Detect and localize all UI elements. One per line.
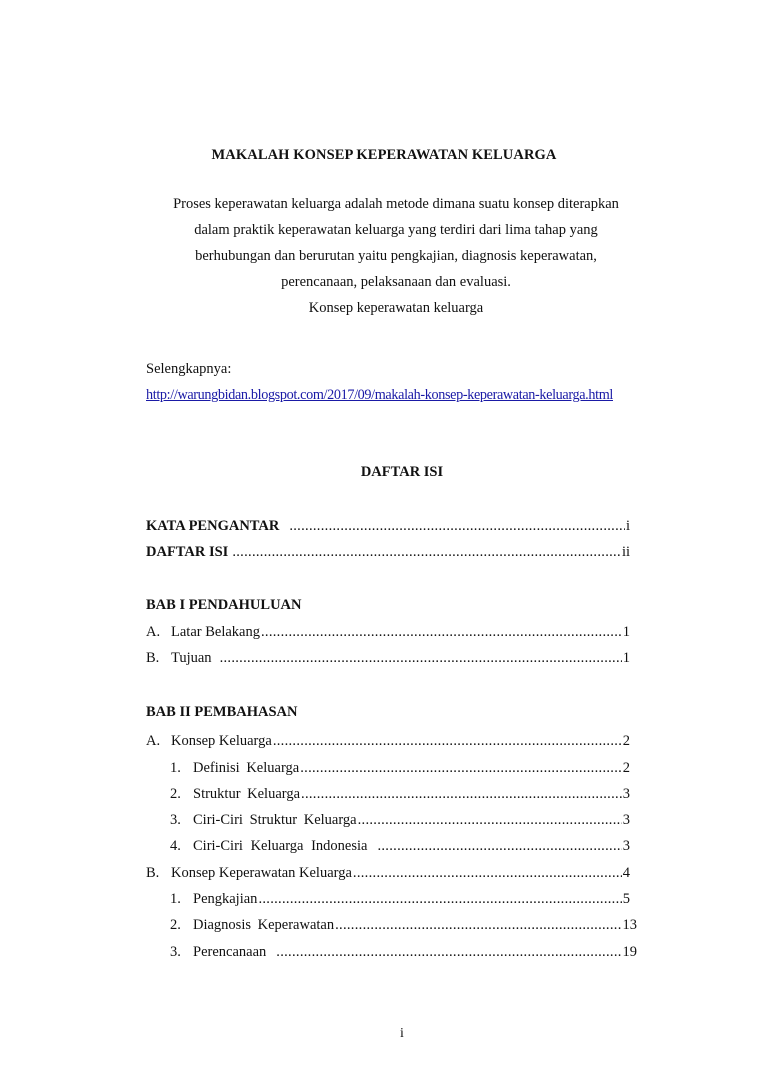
toc-page: 4 — [622, 865, 630, 881]
toc-num: 4. — [170, 838, 181, 854]
toc-entry[interactable] — [146, 733, 630, 750]
intro-line: perencanaan, pelaksanaan dan evaluasi. — [281, 274, 511, 290]
toc-page: i — [625, 518, 630, 534]
intro-paragraph — [146, 196, 646, 336]
leader-dots — [335, 917, 621, 934]
intro-subtitle: Konsep keperawatan keluarga — [308, 300, 484, 316]
toc-label: Struktur Keluarga — [193, 786, 301, 802]
leader-dots — [289, 518, 625, 535]
leader-dots — [300, 760, 622, 777]
toc-label: Diagnosis Keperawatan — [193, 917, 335, 933]
page-number: i — [400, 1026, 404, 1041]
toc-label: Ciri-Ciri Keluarga Indonesia — [193, 838, 368, 854]
source-link[interactable]: http://warungbidan.blogspot.com/2017/09/makalah-konsep-keperawatan-keluarga.html — [146, 387, 613, 403]
leader-dots — [358, 812, 622, 829]
toc-page: ii — [621, 544, 630, 560]
leader-dots — [232, 544, 621, 561]
document-title: MAKALAH KONSEP KEPERAWATAN KELUARGA — [211, 147, 557, 163]
leader-dots — [261, 624, 622, 641]
bab2-heading: BAB II PEMBAHASAN — [146, 704, 298, 720]
toc-entry[interactable] — [170, 891, 630, 908]
toc-num: 2. — [170, 786, 181, 802]
leader-dots — [301, 786, 622, 803]
intro-line: Proses keperawatan keluarga adalah metode dimana suatu konsep diterapkan — [173, 196, 619, 212]
toc-entry[interactable] — [170, 944, 637, 961]
leader-dots — [273, 733, 622, 750]
toc-page: 19 — [622, 944, 637, 960]
leader-dots — [377, 838, 621, 855]
toc-entry[interactable] — [146, 865, 630, 882]
toc-entry[interactable] — [170, 760, 630, 777]
selengkapnya-label: Selengkapnya: — [146, 361, 232, 377]
toc-label: Definisi Keluarga — [193, 760, 300, 776]
intro-line: dalam praktik keperawatan keluarga yang terdiri dari lima tahap yang — [194, 222, 598, 238]
bab1-heading: BAB I PENDAHULUAN — [146, 597, 302, 613]
toc-entry[interactable] — [146, 624, 630, 641]
toc-page: 13 — [622, 917, 637, 933]
toc-num: B. — [146, 650, 160, 666]
toc-num: A. — [146, 733, 161, 749]
toc-label: Pengkajian — [193, 891, 258, 907]
toc-entry[interactable] — [170, 786, 630, 803]
toc-num: 3. — [170, 812, 181, 828]
toc-page: 2 — [622, 760, 630, 776]
toc-page: 3 — [622, 812, 630, 828]
toc-entry-daftar-isi[interactable] — [146, 544, 630, 561]
toc-num: 1. — [170, 891, 181, 907]
leader-dots — [276, 944, 621, 961]
toc-num: 2. — [170, 917, 181, 933]
intro-line: berhubungan dan berurutan yaitu pengkajian, diagnosis keperawatan, — [195, 248, 597, 264]
toc-label: Perencanaan — [193, 944, 267, 960]
toc-num: A. — [146, 624, 161, 640]
toc-label: KATA PENGANTAR — [146, 518, 280, 534]
toc-label: Latar Belakang — [171, 624, 260, 640]
leader-dots — [220, 650, 622, 667]
leader-dots — [353, 865, 622, 882]
toc-page: 5 — [622, 891, 630, 907]
toc-page: 3 — [622, 786, 630, 802]
toc-num: 3. — [170, 944, 181, 960]
toc-entry[interactable] — [170, 838, 630, 855]
toc-entry[interactable] — [170, 812, 630, 829]
toc-entry-kata-pengantar[interactable] — [146, 518, 630, 535]
toc-label: Konsep Keluarga — [171, 733, 272, 749]
leader-dots — [258, 891, 621, 908]
toc-label: Konsep Keperawatan Keluarga — [171, 865, 352, 881]
toc-page: 1 — [622, 650, 630, 666]
toc-label: Tujuan — [171, 650, 212, 666]
toc-label: DAFTAR ISI — [146, 544, 229, 560]
toc-page: 3 — [622, 838, 630, 854]
toc-entry[interactable] — [146, 650, 630, 667]
toc-entry[interactable] — [170, 917, 637, 934]
toc-title: DAFTAR ISI — [360, 464, 444, 480]
toc-page: 1 — [622, 624, 630, 640]
toc-num: 1. — [170, 760, 181, 776]
toc-page: 2 — [622, 733, 630, 749]
toc-num: B. — [146, 865, 160, 881]
toc-label: Ciri-Ciri Struktur Keluarga — [193, 812, 357, 828]
